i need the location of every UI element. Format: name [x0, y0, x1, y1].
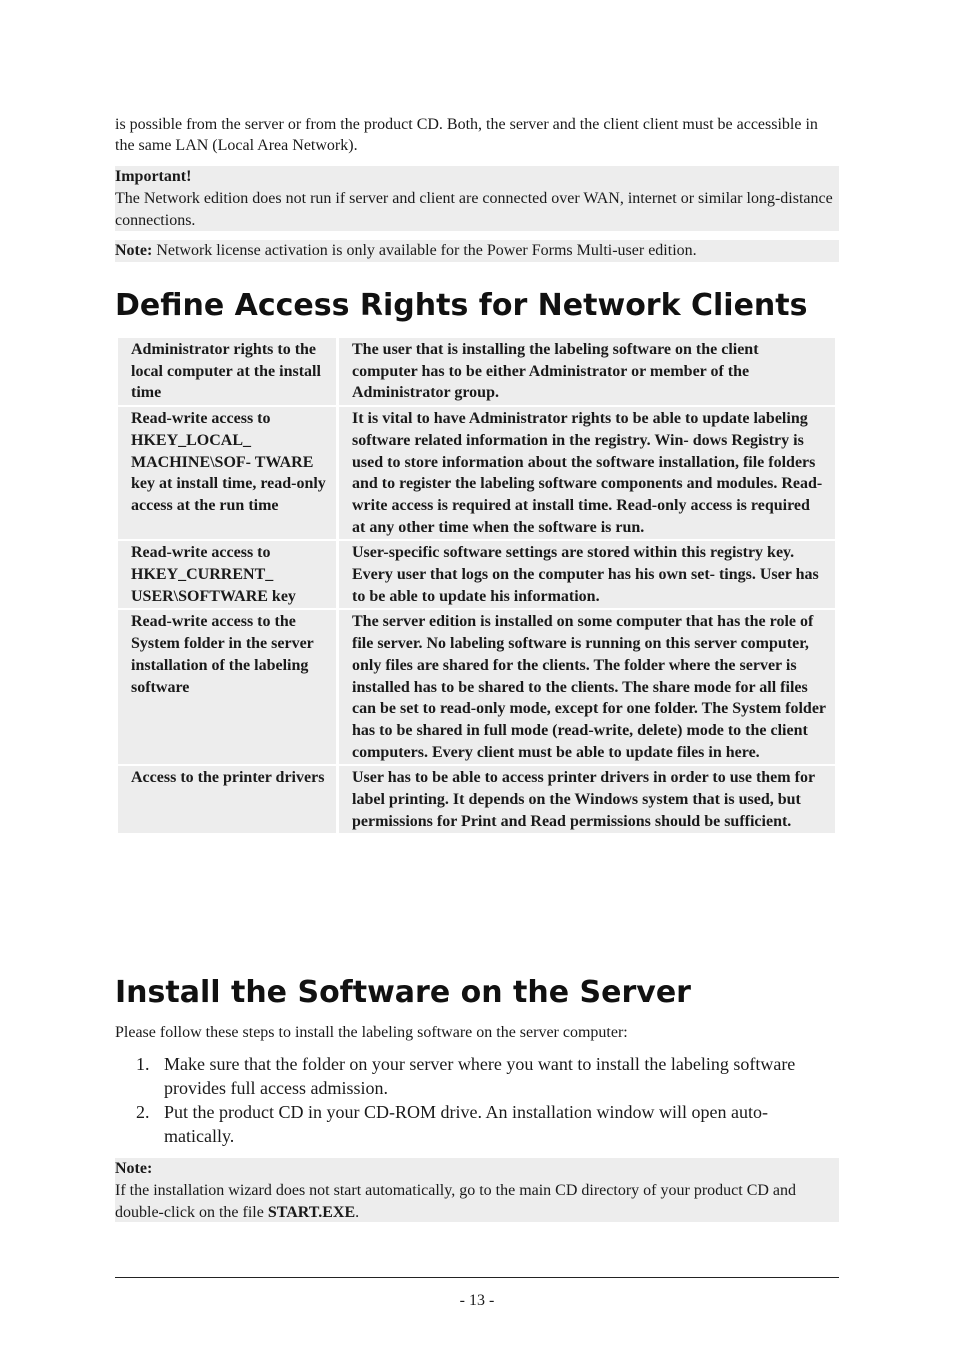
install-note-text: If the installation wizard does not start automatically, go to the main CD directory of your product CD and double-click on the file — [115, 1182, 797, 1221]
description-cell: User-specific software settings are stored within this registry key. Every user that logs on the computer has his own set- tings. User has to be able to update his information. — [339, 541, 835, 608]
intro-paragraph: is possible from the server or from the product CD. Both, the server and the client client must be accessible in the same LAN (Local Area Network). — [115, 116, 818, 154]
install-note-filename: START.EXE — [267, 1204, 356, 1221]
access-rights-table — [115, 336, 838, 835]
description-cell: The server edition is installed on some computer that has the role of file server. No labeling software is running on this server computer, only files are shared for the clients. The folder where the server is installed has to be shared to the clients. The share mode for all files can be set to read-only mode, except for one folder. The System folder has to be shared in full mode (read-write, delete) mode to the client computers. Every client must be able to update files in here. — [339, 610, 835, 764]
footer-rule — [115, 1277, 839, 1278]
right-cell: Administrator rights to the local computer at the install time — [118, 338, 336, 405]
step-number: 2. — [136, 1102, 150, 1122]
list-item — [115, 1100, 839, 1148]
step-text: Put the product CD in your CD-ROM drive. An installation window will open auto- matically. — [164, 1102, 768, 1146]
step-number: 1. — [136, 1054, 150, 1074]
note-box — [115, 240, 839, 262]
right-cell: Read-write access to HKEY_LOCAL_ MACHINE\SOF- TWARE key at install time, read-only access at the run time — [118, 407, 336, 539]
note-label: Note: — [115, 242, 153, 259]
install-note-body — [115, 1180, 839, 1224]
section-heading-install-server: Install the Software on the Server — [115, 975, 691, 1010]
install-note-label: Note: — [115, 1160, 153, 1177]
important-box — [115, 166, 839, 231]
description-cell: User has to be able to access printer drivers in order to use them for label printing. It depends on the Windows system that is used, but permissions for Print and Read permissions should be sufficient. — [339, 766, 835, 833]
page-number: - 13 - — [459, 1292, 495, 1309]
right-cell: Access to the printer drivers — [118, 766, 336, 833]
description-cell: The user that is installing the labeling software on the client computer has to be either Administrator or member of the Administrator group. — [339, 338, 835, 405]
step-text: Make sure that the folder on your server where you want to install the labeling software provides full access admission. — [164, 1054, 796, 1098]
table-row — [118, 541, 835, 608]
description-cell: It is vital to have Administrator rights to be able to update labeling software related information in the registry. Win- dows Registry is used to store information about the software installation, file folders and to register the labeling software components and modules. Read-write access is required at install time. Read-only access is required at any other time when the software is run. — [339, 407, 835, 539]
install-intro-paragraph: Please follow these steps to install the labeling software on the server computer: — [115, 1024, 628, 1041]
table-row — [118, 338, 835, 405]
table-row — [118, 766, 835, 833]
install-steps-list — [115, 1052, 839, 1148]
list-item — [115, 1052, 839, 1100]
section-heading-access-rights: Define Access Rights for Network Clients — [115, 288, 808, 323]
install-note-box — [115, 1158, 839, 1222]
install-note-period: . — [355, 1204, 360, 1221]
note-body: Network license activation is only available for the Power Forms Multi-user edition. — [152, 242, 697, 259]
right-cell: Read-write access to HKEY_CURRENT_ USER\SOFTWARE key — [118, 541, 336, 608]
important-heading: Important! — [115, 168, 192, 185]
table-row — [118, 407, 835, 539]
important-body: The Network edition does not run if server and client are connected over WAN, internet or similar long-distance connections. — [115, 190, 833, 229]
table-row — [118, 610, 835, 764]
right-cell: Read-write access to the System folder in the server installation of the labeling software — [118, 610, 336, 764]
